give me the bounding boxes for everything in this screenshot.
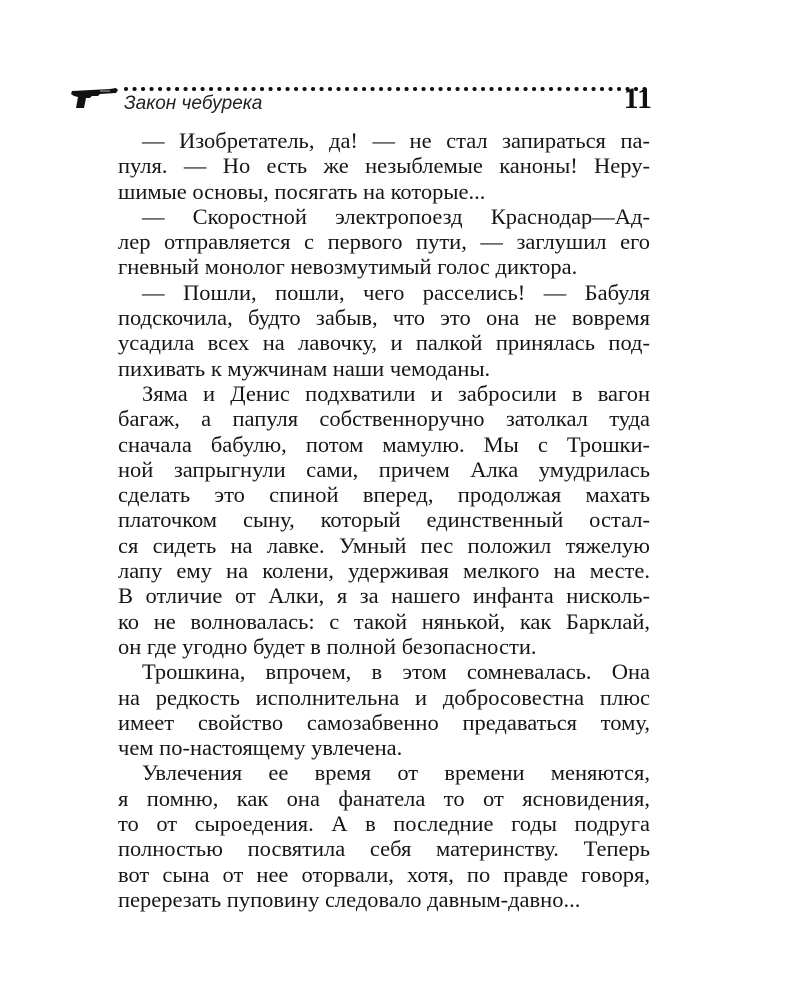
text-line: пуля. — Но есть же незыблемые каноны! Неру- (118, 153, 650, 179)
text-line: Увлечения ее время от времени меняются, (142, 760, 650, 786)
text-line: чем по-настоящему увлечена. (118, 735, 403, 761)
text-line: — Изобретатель, да! — не стал запираться па- (142, 128, 650, 153)
text-line: — Пошли, пошли, чего расселись! — Бабуля (142, 279, 650, 305)
text-line: платочком сыну, который единственный остал- (118, 507, 650, 533)
text-line: полностью посвятила себя материнству. Теперь (118, 836, 650, 862)
text-line: шимые основы, посягать на которые... (118, 178, 486, 204)
text-line: усадила всех на лавочку, и палкой принялась под- (118, 330, 650, 356)
text-line: вот сына от нее оторвали, хотя, по правде говоря, (118, 861, 650, 887)
text-line: он где угодно будет в полной безопасности. (118, 633, 537, 659)
text-line: то от сыроедения. А в последние годы подруга (118, 811, 650, 837)
page-number: 11 (623, 82, 652, 115)
text-line: В отличие от Алки, я за нашего инфанта нисколь- (118, 583, 650, 609)
text-line: подскочила, будто забыв, что это она не вовремя (118, 305, 650, 331)
running-title: Закон чебурека (124, 93, 263, 114)
page-header (70, 82, 660, 122)
text-line: я помню, как она фанатела то от ясновидения, (118, 785, 650, 811)
text-line: сначала бабулю, потом мамулю. Мы с Трошки- (118, 431, 650, 457)
text-line: багаж, а папуля собственноручно затолкал туда (118, 406, 650, 432)
pistol-icon (70, 84, 120, 110)
text-line: Трошкина, впрочем, в этом сомневалась. Она (142, 659, 650, 685)
text-line: ко не волновалась: с такой нянькой, как Барклай, (118, 608, 650, 634)
text-line: ной запрыгнули сами, причем Алка умудрилась (118, 456, 650, 482)
text-line: имеет свойство самозабвенно предаваться тому, (118, 709, 650, 735)
text-line: на редкость исполнительна и добросовестна плюс (118, 684, 650, 710)
body-text (118, 128, 650, 912)
text-line: пихивать к мужчинам наши чемоданы. (118, 355, 491, 381)
text-line: сделать это спиной вперед, продолжая махать (118, 482, 650, 508)
text-line: Зяма и Денис подхватили и забросили в вагон (142, 380, 650, 406)
text-line: лапу ему на колени, удерживая мелкого на месте. (118, 558, 650, 584)
text-line: перерезать пуповину следовало давным-давно... (118, 886, 581, 912)
dotted-rule (124, 86, 654, 92)
text-line: — Скоростной электропоезд Краснодар—Ад- (142, 203, 650, 229)
text-line: гневный монолог невозмутимый голос диктора. (118, 254, 578, 280)
text-line: лер отправляется с первого пути, — заглушил его (118, 229, 650, 255)
text-line: ся сидеть на лавке. Умный пес положил тяжелую (118, 532, 650, 558)
